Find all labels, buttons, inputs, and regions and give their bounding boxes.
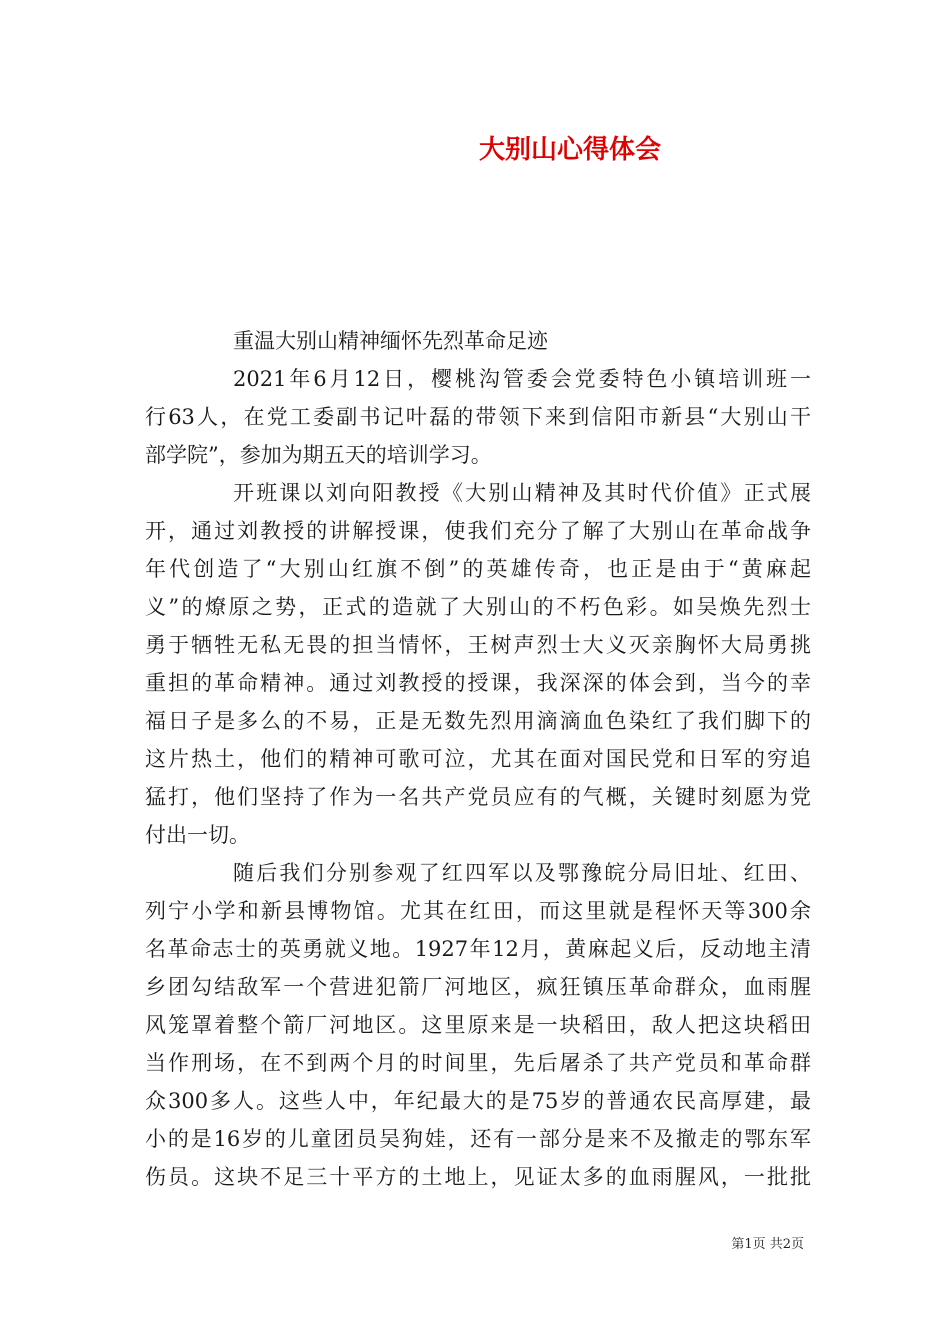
text-line: 伤员。这块不足三十平方的土地上，见证太多的血雨腥风，一批批 xyxy=(145,1165,811,1189)
text-line: 众300多人。这些人中，年纪最大的是75岁的普通农民高厚建，最 xyxy=(145,1089,811,1113)
text-line: 列宁小学和新县博物馆。尤其在红田，而这里就是程怀天等300余 xyxy=(145,899,811,923)
text-line: 这片热土，他们的精神可歌可泣，尤其在面对国民党和日军的穷追 xyxy=(145,747,811,771)
text-line: 行63人，在党工委副书记叶磊的带领下来到信阳市新县“大别山干 xyxy=(145,405,811,429)
paragraph-1 xyxy=(145,360,811,474)
text-line: 年代创造了“大别山红旗不倒”的英雄传奇，也正是由于“黄麻起 xyxy=(145,557,811,581)
text-line: 勇于牺牲无私无畏的担当情怀，王树声烈士大义灭亲胸怀大局勇挑 xyxy=(145,633,811,657)
text-line: 小的是16岁的儿童团员吴狗娃，还有一部分是来不及撤走的鄂东军 xyxy=(145,1127,811,1151)
paragraph-3 xyxy=(145,854,811,1196)
paragraph-2 xyxy=(145,474,811,854)
document-body xyxy=(145,322,811,1196)
text-line: 乡团勾结敌军一个营进犯箭厂河地区，疯狂镇压革命群众，血雨腥 xyxy=(145,975,811,999)
text-line: 开，通过刘教授的讲解授课，使我们充分了解了大别山在革命战争 xyxy=(145,519,811,543)
document-subtitle: 重温大别山精神缅怀先烈革命足迹 xyxy=(233,329,548,353)
text-line: 福日子是多么的不易，正是无数先烈用滴滴血色染红了我们脚下的 xyxy=(145,709,811,733)
text-line: 随后我们分别参观了红四军以及鄂豫皖分局旧址、红田、 xyxy=(233,861,811,885)
text-line: 当作刑场，在不到两个月的时间里，先后屠杀了共产党员和革命群 xyxy=(145,1051,811,1075)
text-line: 部学院”，参加为期五天的培训学习。 xyxy=(145,443,492,467)
text-line: 名革命志士的英勇就义地。1927年12月，黄麻起义后，反动地主清 xyxy=(145,937,811,961)
text-line: 重担的革命精神。通过刘教授的授课，我深深的体会到，当今的幸 xyxy=(145,671,811,695)
page-number-footer: 第1页 共2页 xyxy=(731,1237,804,1252)
text-line: 风笼罩着整个箭厂河地区。这里原来是一块稻田，敌人把这块稻田 xyxy=(145,1013,811,1037)
text-line: 2021年6月12日，樱桃沟管委会党委特色小镇培训班一 xyxy=(233,367,811,391)
text-line: 付出一切。 xyxy=(145,823,250,847)
text-line: 义”的燎原之势，正式的造就了大别山的不朽色彩。如吴焕先烈士 xyxy=(145,595,811,619)
document-title: 大别山心得体会 xyxy=(478,135,661,165)
text-line: 猛打，他们坚持了作为一名共产党员应有的气概，关键时刻愿为党 xyxy=(145,785,811,809)
text-line: 开班课以刘向阳教授《大别山精神及其时代价值》正式展 xyxy=(233,481,811,505)
